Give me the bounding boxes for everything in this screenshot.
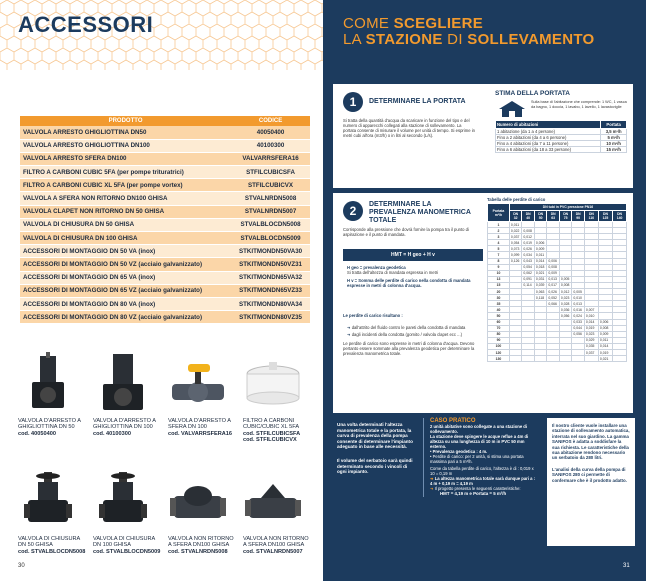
product-code: STKITMONDN80VZ35 [231, 311, 310, 324]
product-image [168, 470, 228, 532]
table-row: 3 0,037 0,012 [488, 234, 627, 240]
product-code: cod. STVALBLOCDN5008 [18, 548, 86, 555]
table-row [20, 205, 310, 218]
page-number: 30 [18, 563, 25, 569]
product-code: cod. STFILCUBICSFA [243, 430, 301, 437]
section-1-card [333, 84, 633, 188]
page-number: 31 [623, 563, 630, 569]
table-row [20, 245, 310, 258]
product-name: VALVOLA ARRESTO SFERA DN100 [20, 152, 231, 165]
products-table [20, 116, 310, 324]
table-row: 1 abitazione (da 1 a 4 persone) 3,5 m³/h [496, 129, 627, 135]
table-row: 1 0,011 [488, 222, 627, 228]
product-name: ACCESSORI DI MONTAGGIO DN 80 VZ (acciaio galvanizzato) [20, 311, 231, 324]
product-code: VALVARRSFERA16 [231, 152, 310, 165]
table-row: 40 0,036 0,016 0,007 [488, 307, 627, 313]
product-name: VALVOLA DI CHIUSURA DN 50 GHISA [20, 218, 231, 231]
table-row [20, 179, 310, 192]
table-row: 8 0,126 0,043 0,014 0,006 [488, 258, 627, 264]
loss-table: Portata m³/h DN tubi in PVC pressione PN16 DN 32 DN 40 DN 50 DN 63 DN 75 DN 90 DN 110 DN 125 DN 140 1 0,011 2 0,022 0,008 3 0,037 0,012 4 0,054 0,019 0,006 5 0,073 0,026 0,009 7 0,099 0,034 0,011 8 0,126 0,043 0,014 0,006 9 0,054 0,018 0,008 10 0,062 0,021 0,009 13 0,091 0,031 0,013 0,005 15 0,114 0,039 0,017 0,008 20 0,063 0,026 0,012 0,005 30 0,118 0,052 0,023 0,010 35 0,066 0,028 0,013 40 0,036 0,016 0,007 50 0,056 0,024 0,010 60 0,033 0,014 0,006 70 0,044 0,019 0,008 80 0,056 0,023 0,009 90 0,029 0,011 100 0,035 0,014 120 0,037 0,019 130 0,021 [487, 203, 627, 362]
product-image [168, 352, 228, 414]
product-name: ACCESSORI DI MONTAGGIO DN 50 VZ (acciaio galvanizzato) [20, 258, 231, 271]
loss-table-title: Tabella delle perdite di carico [487, 197, 546, 202]
table-row: 90 0,029 0,011 [488, 337, 627, 343]
product-name: VALVOLA A SFERA NON RITORNO DN100 GHISA [20, 192, 231, 205]
stima-table: Numero di abitazioni Portata 1 abitazione (da 1 a 4 persone) 3,5 m³/h Fino a 2 abitazioni (da 4 a 6 persone) 5 m³/h Fino a 4 abitazioni (da 7 a 11 persone) 10 m³/h Fino a 6 abitazioni (da 18 a 33 persone) 15 m³/h [495, 120, 627, 153]
def-hv: H v = Somma delle perdite di carico nella condotta di mandata espresse in metri di colonna d'acqua. [347, 278, 471, 288]
product-code: STKITMONDN80VA34 [231, 297, 310, 310]
table-row [20, 126, 310, 139]
table-row: 9 0,054 0,018 0,008 [488, 264, 627, 270]
table-row [20, 297, 310, 310]
table-row: 130 0,021 [488, 356, 627, 362]
house-icon [497, 100, 527, 118]
product-card [18, 470, 86, 555]
table-row: 7 0,099 0,034 0,011 [488, 252, 627, 258]
product-code: cod. STVALNRDN5007 [243, 548, 303, 555]
loss-bullet-2: ➜ dagli incidenti della condotta (gomito / valvola clapet ecc ...) [347, 332, 463, 337]
loss-title: Le perdite di carico risultano : [343, 313, 403, 318]
product-code: STVALBLOCDN5009 [231, 232, 310, 245]
right-page [323, 0, 646, 581]
product-card [168, 352, 236, 437]
product-name: FILTRO A CARBONI CUBIC 5FA (per pompe trituratrici) [20, 166, 231, 179]
table-row: 50 0,056 0,024 0,010 [488, 313, 627, 319]
table-row [20, 192, 310, 205]
table-row: 20 0,063 0,026 0,012 0,005 [488, 289, 627, 295]
product-caption: VALVOLA D'ARRESTO A GHIGLIOTTINA DN 100 [93, 418, 156, 431]
product-code: cod. STVALNRDN5008 [168, 548, 228, 555]
product-name: VALVOLA DI CHIUSURA DN 100 GHISA [20, 232, 231, 245]
product-card [93, 352, 161, 437]
product-image [18, 352, 78, 414]
col-header-product: PRODOTTO [20, 116, 231, 126]
product-code: 40050400 [231, 126, 310, 139]
product-code: STKITMONDN50VZ31 [231, 258, 310, 271]
product-code: cod. 40050400 [18, 430, 56, 437]
product-caption: VALVOLA D'ARRESTO A GHIGLIOTTINA DN 50 [18, 418, 81, 431]
product-code: STVALNRDN5008 [231, 192, 310, 205]
product-caption: VALVOLA DI CHIUSURA DN 100 GHISA [93, 536, 155, 549]
product-image [243, 470, 303, 532]
table-row [20, 218, 310, 231]
table-row: Fino a 2 abitazioni (da 4 a 6 persone) 5 m³/h [496, 135, 627, 141]
product-caption: VALVOLA D'ARRESTO A SFERA DN 100 [168, 418, 231, 431]
product-name: ACCESSORI DI MONTAGGIO DN 65 VZ (acciaio galvanizzato) [20, 284, 231, 297]
table-row: 70 0,044 0,019 0,008 [488, 325, 627, 331]
table-row: 35 0,066 0,028 0,013 [488, 301, 627, 307]
def-hgeo-desc: Si tratta dell'altezza di mandata espressa in metri [347, 270, 439, 275]
product-card [243, 470, 311, 555]
table-row [20, 271, 310, 284]
formula: HMT = H geo + H v [343, 249, 483, 261]
product-image [18, 470, 78, 532]
product-code: STKITMONDN65VZ33 [231, 284, 310, 297]
product-card [93, 470, 161, 555]
table-row: 30 0,118 0,052 0,023 0,010 [488, 295, 627, 301]
page-title: ACCESSORI [18, 12, 154, 37]
product-image [93, 352, 153, 414]
product-card [168, 470, 236, 555]
product-code: STVALNRDN5007 [231, 205, 310, 218]
product-code: STKITMONDN50VA30 [231, 245, 310, 258]
section-2-card [333, 193, 633, 413]
step-number: 1 [343, 92, 363, 112]
loss-bullet-1: ➜ dall'attrito del fluido contro le pareti della condotta di mandata [347, 325, 466, 330]
conclusion-box: Il nostro cliente vuole installare una stazione di sollevamento automatica, interrata nel suo giardino. La gamma SANIFOS è adatta a soddisfare la sua richiesta. Le caratteristiche della sua abitazione rendono necessario un serbatoio da 280 litri. L'analisi della curva della pompa di SANIFOS 280 ci permette di confermare che è il prodotto adatto. [547, 418, 635, 546]
product-code: cod. 40100300 [93, 430, 131, 437]
product-code: STFILCUBICSFA [231, 166, 310, 179]
product-name: FILTRO A CARBONI CUBIC XL 5FA (per pompe vortex) [20, 179, 231, 192]
product-code: cod. VALVARRSFERA16 [168, 430, 233, 437]
product-caption: VALVOLA NON RITORNO A SFERA DN100 GHISA [243, 536, 309, 549]
product-code: STFILCUBICVX [231, 179, 310, 192]
case-study: CASO PRATICO 2 unità abitative sono collegate a una stazione di sollevamento. La stazione deve spingere le acque reflue a 4m di altezza su una lunghezza di 10 m in PVC 50 mm esterno. • Prevalenza geodetica : 4 m. • Perdite di carico: per 2 unità, si stima una portata massima pari a 5 m³/h. Come da tabella perdite di carico, l'altezza è di : 0,019 x 10 = 0,19 m ➜ La altezza manometrica totale sarà dunque pari a : 4 m + 0,19 m = 4,19 m ➜ Il progetto presenta le seguenti caratteristiche: HMT = 4,19 m e Portata = 5 m³/h [423, 418, 538, 497]
stima-text: Sulla base di l'abitazione che comprende: 1 WC, 1 vasca da bagno, 1 doccia, 1 lavabo, 1 lavello, 1 lavastoviglie [531, 100, 627, 109]
table-row [20, 258, 310, 271]
table-row: Fino a 6 abitazioni (da 18 a 33 persone) 15 m³/h [496, 147, 627, 153]
page-title: COME SCEGLIERE LA STAZIONE DI SOLLEVAMENTO [343, 15, 595, 48]
blue-info-box: Una volta determinati l'altezza manometrica totale e la portata, la curva di prevalenza della pompa consente di determinare l'impianto adeguato in base alle necessità. Il volume del serbatoio sarà quindi determinato secondo i vincoli di ogni impianto. [337, 422, 413, 475]
product-code: STVALBLOCDN5008 [231, 218, 310, 231]
table-row: 80 0,056 0,023 0,009 [488, 331, 627, 337]
table-row [20, 232, 310, 245]
table-row [20, 152, 310, 165]
section-title: DETERMINARE LA PORTATA [369, 98, 466, 105]
table-row [20, 166, 310, 179]
product-code: cod. STVALBLOCDN5009 [93, 548, 161, 555]
table-row: 60 0,033 0,014 0,006 [488, 319, 627, 325]
table-row: 15 0,114 0,039 0,017 0,008 [488, 282, 627, 288]
product-caption: VALVOLA DI CHIUSURA DN 50 GHISA [18, 536, 80, 549]
product-card [18, 352, 86, 437]
table-row: 5 0,073 0,026 0,009 [488, 246, 627, 252]
product-image [93, 470, 153, 532]
loss-text: Le perdite di carico sono espresse in metri di colonna d'acqua. Devono pertanto essere sommate alla prevalenza geodetica per determinare la prevalenza manometrica totale. [343, 341, 475, 356]
table-row [20, 311, 310, 324]
product-name: VALVOLA CLAPET NON RITORNO DN 50 GHISA [20, 205, 231, 218]
product-name: ACCESSORI DI MONTAGGIO DN 80 VA (inox) [20, 297, 231, 310]
product-caption: FILTRO A CARBONI CUBIC/CUBIC XL 5FA [243, 418, 300, 431]
product-name: ACCESSORI DI MONTAGGIO DN 50 VA (inox) [20, 245, 231, 258]
table-row: 4 0,054 0,019 0,006 [488, 240, 627, 246]
table-row: 13 0,091 0,031 0,013 0,005 [488, 276, 627, 282]
product-name: VALVOLA ARRESTO GHIGLIOTTINA DN50 [20, 126, 231, 139]
table-row: Fino a 4 abitazioni (da 7 a 11 persone) 10 m³/h [496, 141, 627, 147]
table-row: 120 0,037 0,019 [488, 349, 627, 355]
def-hgeo: H geo = prevalenza geodetica [347, 265, 406, 270]
product-code: 40100300 [231, 139, 310, 152]
product-name: VALVOLA ARRESTO GHIGLIOTTINA DN100 [20, 139, 231, 152]
table-row: 2 0,022 0,008 [488, 228, 627, 234]
product-image [243, 352, 303, 414]
product-name: ACCESSORI DI MONTAGGIO DN 65 VA (inox) [20, 271, 231, 284]
section-text: Corrisponde alla pressione che dovrà fornire la pompa tra il punto di aspirazione e il punto di mandata. [343, 227, 469, 237]
col-header-code: CODICE [231, 116, 310, 126]
table-row [20, 284, 310, 297]
stima-title: STIMA DELLA PORTATA [495, 90, 570, 97]
section-text: Si tratta della quantità d'acqua da scaricare in funzione del tipo e del numero di apparecchi collegati alla stazione di sollevamento. La portata consente di misurare il volume per unità di tempo. Si esprime in metri cubi all'ora (m3/h) o in litri al secondo (L/s). [343, 118, 475, 138]
product-code: cod. STFILCUBICVX [243, 437, 297, 444]
product-code: STKITMONDN65VA32 [231, 271, 310, 284]
table-row [20, 139, 310, 152]
table-row: 100 0,035 0,014 [488, 343, 627, 349]
section-title: DETERMINARE LA PREVALENZA MANOMETRICA TOTALE [369, 201, 471, 224]
step-number: 2 [343, 201, 363, 221]
table-row: 10 0,062 0,021 0,009 [488, 270, 627, 276]
product-caption: VALVOLA NON RITORNO A SFERA DN100 GHISA [168, 536, 234, 549]
product-card [243, 352, 311, 444]
